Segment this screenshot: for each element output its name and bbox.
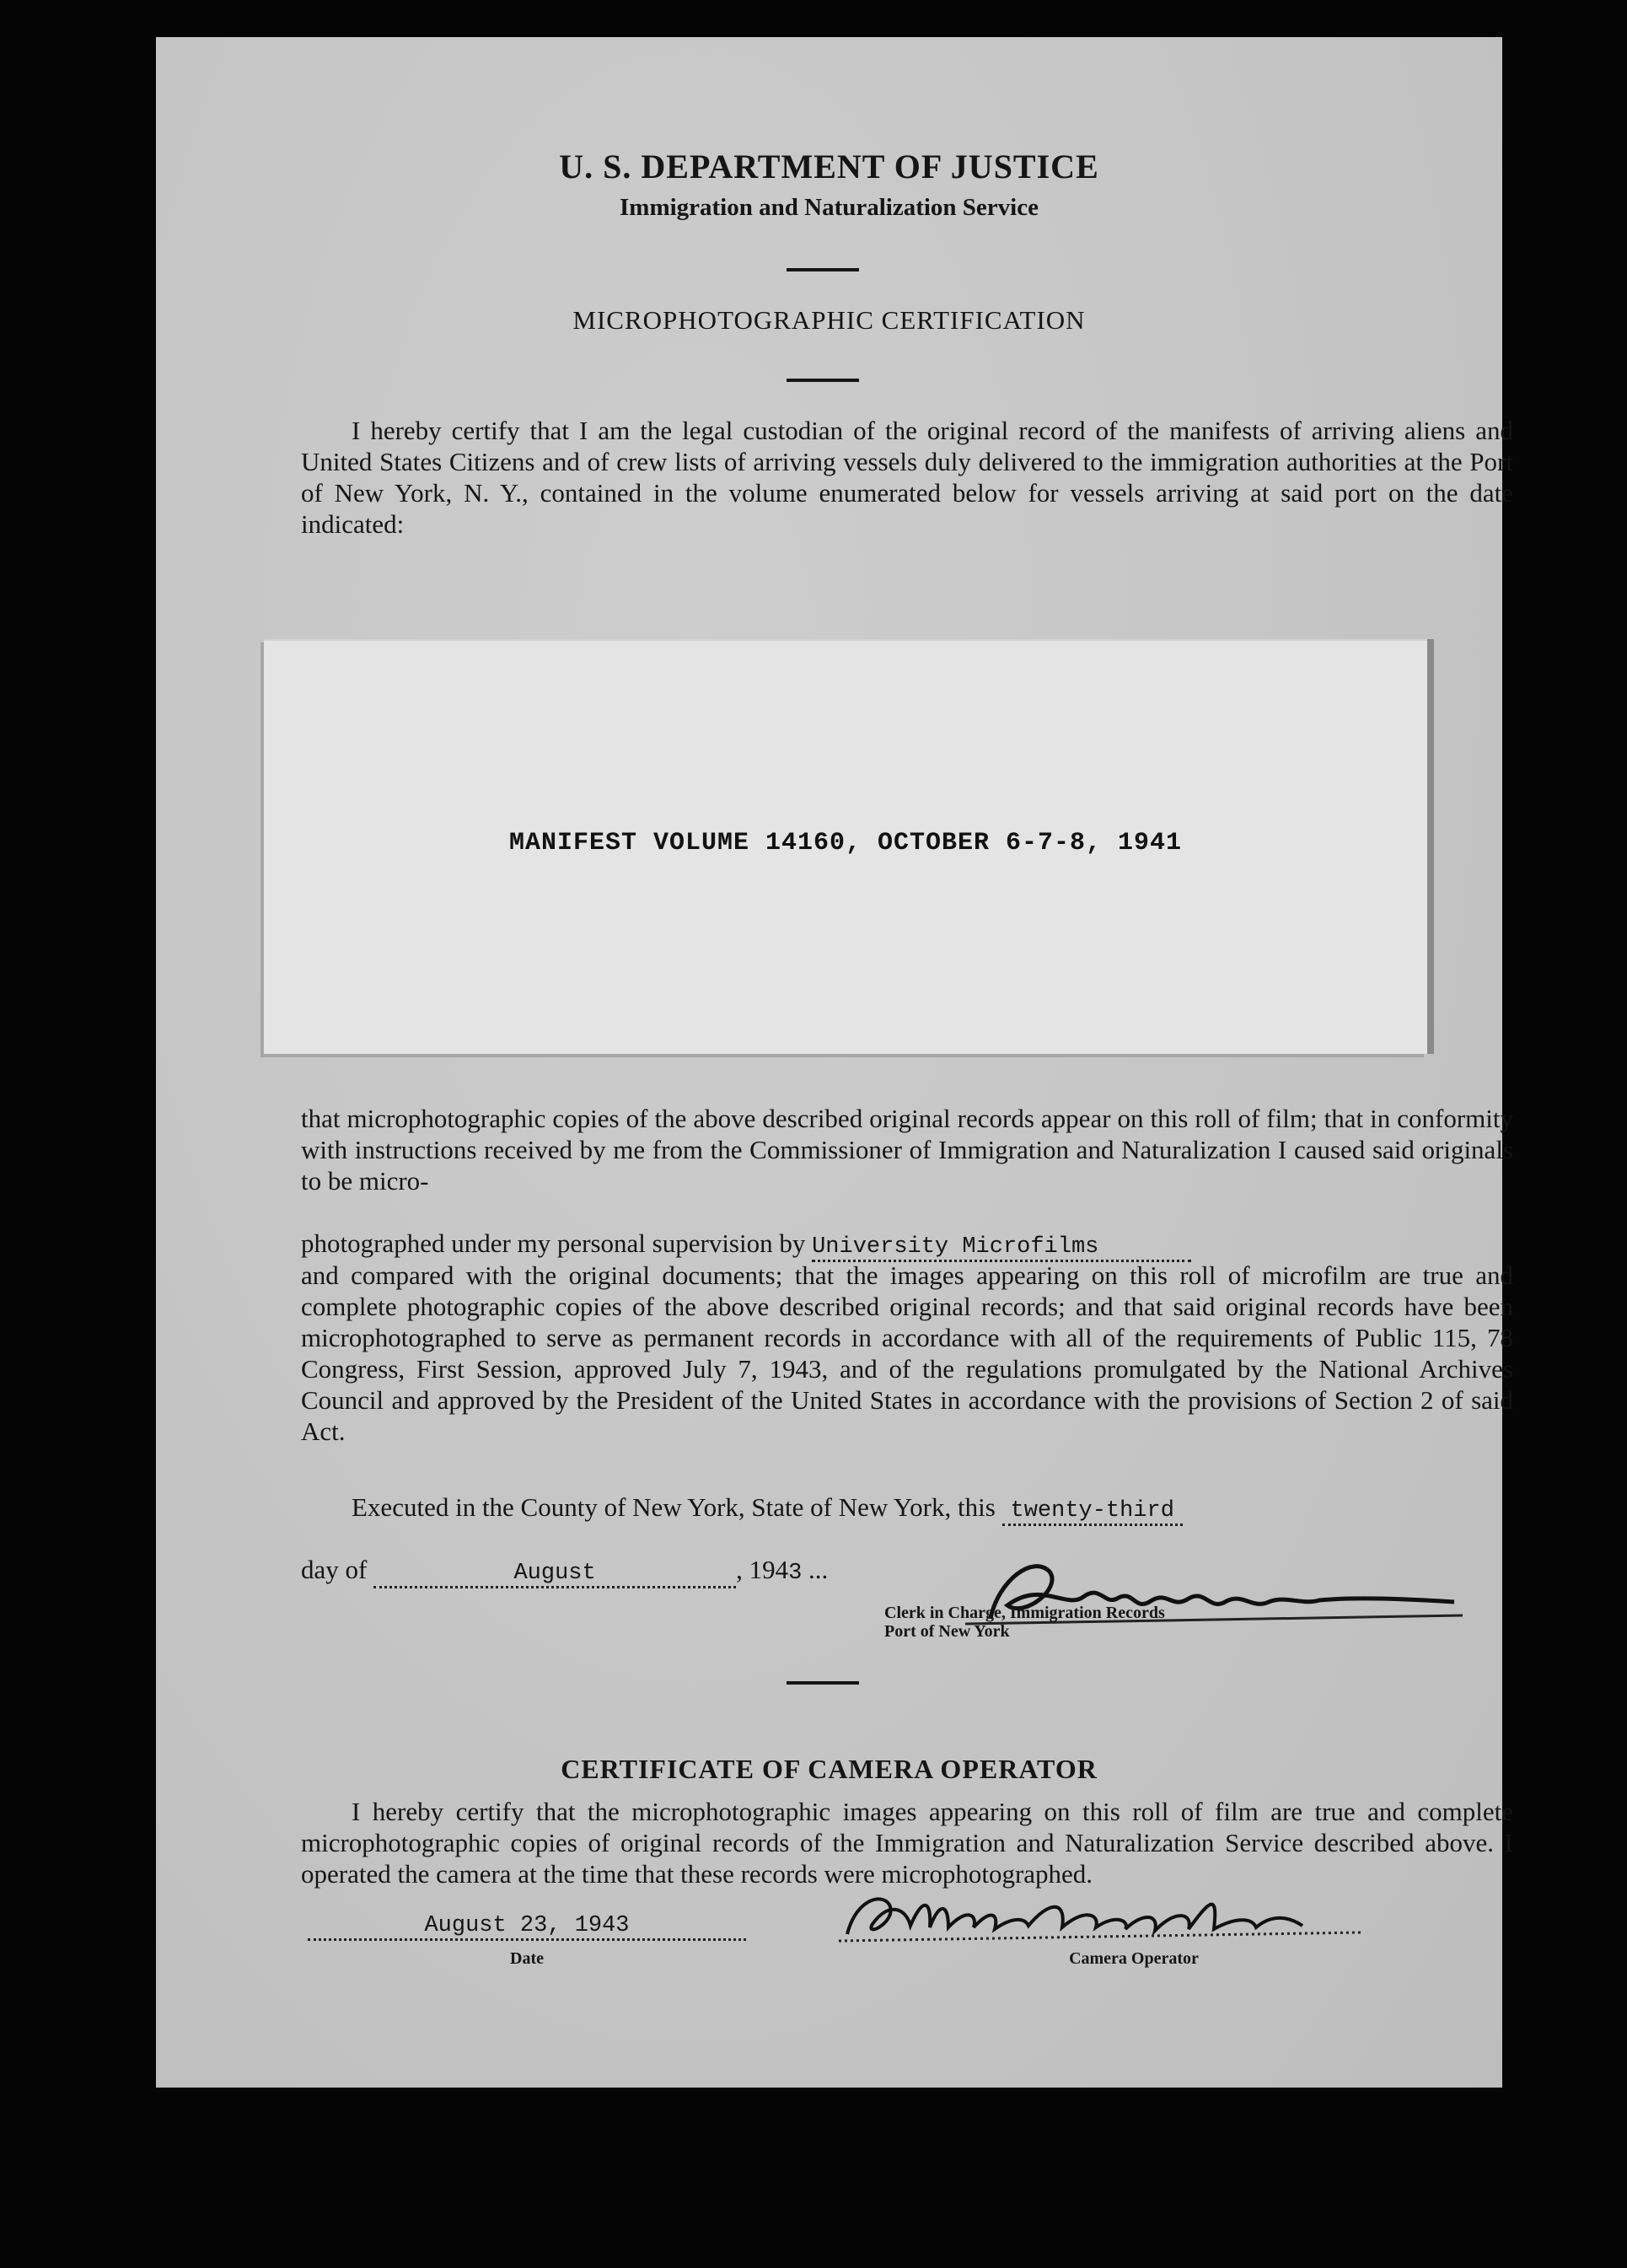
execution-line — [352, 1492, 1515, 1524]
execution-day: twenty-third — [1002, 1498, 1183, 1526]
camera-certificate-title: CERTIFICATE OF CAMERA OPERATOR — [561, 1754, 1098, 1784]
supervisor-name: University Microfilms — [812, 1234, 1191, 1262]
clerk-caption-line1: Clerk in Charge, Immigration Records — [884, 1604, 1165, 1622]
execution-month: August — [373, 1561, 736, 1588]
operator-signature — [830, 1875, 1370, 1955]
clerk-caption-line2: Port of New York — [884, 1622, 1010, 1641]
camera-certificate-text: I hereby certify that the microphotographic images appearing on this roll of film are true and complete microphotographic copies of original records of the Immigration and Naturalization Service described above. I operated the camera at the time that these records were microphotographed. — [301, 1797, 1513, 1889]
intro-paragraph: I hereby certify that I am the legal custodian of the original record of the manifests of arriving aliens and United States Citizens and of crew lists of arriving vessels duly delivered to the immigration authorities at the Port of New York, N. Y., contained in the volume enumerated below for vessels arriving at said port on the date indicated: — [301, 416, 1513, 539]
form-title: MICROPHOTOGRAPHIC CERTIFICATION — [572, 305, 1086, 335]
day-of-line: day of August , 1943 ... — [301, 1555, 828, 1588]
service-subheading: Immigration and Naturalization Service — [620, 194, 1039, 221]
divider — [787, 268, 859, 271]
clerk-caption — [884, 1604, 1165, 1641]
day-of-label: day of — [301, 1555, 368, 1584]
supervision-line — [301, 1228, 1513, 1260]
department-heading: U. S. DEPARTMENT OF JUSTICE — [559, 148, 1099, 185]
body-paragraph-part1: that microphotographic copies of the above described original records appear on this roll of film; that in conformity with instructions received by me from the Commissioner of Immigration and Naturalization I caused said originals to be micro- — [301, 1104, 1513, 1196]
camera-date-label: Date — [510, 1949, 544, 1968]
divider — [787, 1681, 859, 1685]
volume-slip — [264, 639, 1427, 1054]
year-prefix: , 194 — [736, 1555, 789, 1584]
execution-prefix: Executed in the County of New York, State of New York, this — [352, 1492, 996, 1522]
divider — [787, 379, 859, 382]
year-digit: 3 — [788, 1561, 803, 1586]
camera-operator-label: Camera Operator — [1069, 1949, 1199, 1968]
volume-slip-text: MANIFEST VOLUME 14160, OCTOBER 6-7-8, 1941 — [508, 829, 1183, 857]
body-paragraph-part2: and compared with the original documents; that the images appearing on this roll of microfilm are true and complete photographic copies of the above described original records; and that said original records have been microphotographed to serve as permanent records in accordance with all of the requirements of Public 115, 78 Congress, First Session, approved July 7, 1943, and of the regulations promulgated by the National Archives Council and approved by the President of the United States in accordance with the provisions of Section 2 of said Act. — [301, 1260, 1513, 1446]
camera-date-value: August 23, 1943 — [308, 1913, 746, 1941]
supervision-prefix: photographed under my personal supervision by — [301, 1228, 806, 1258]
certificate-page — [156, 37, 1513, 2088]
